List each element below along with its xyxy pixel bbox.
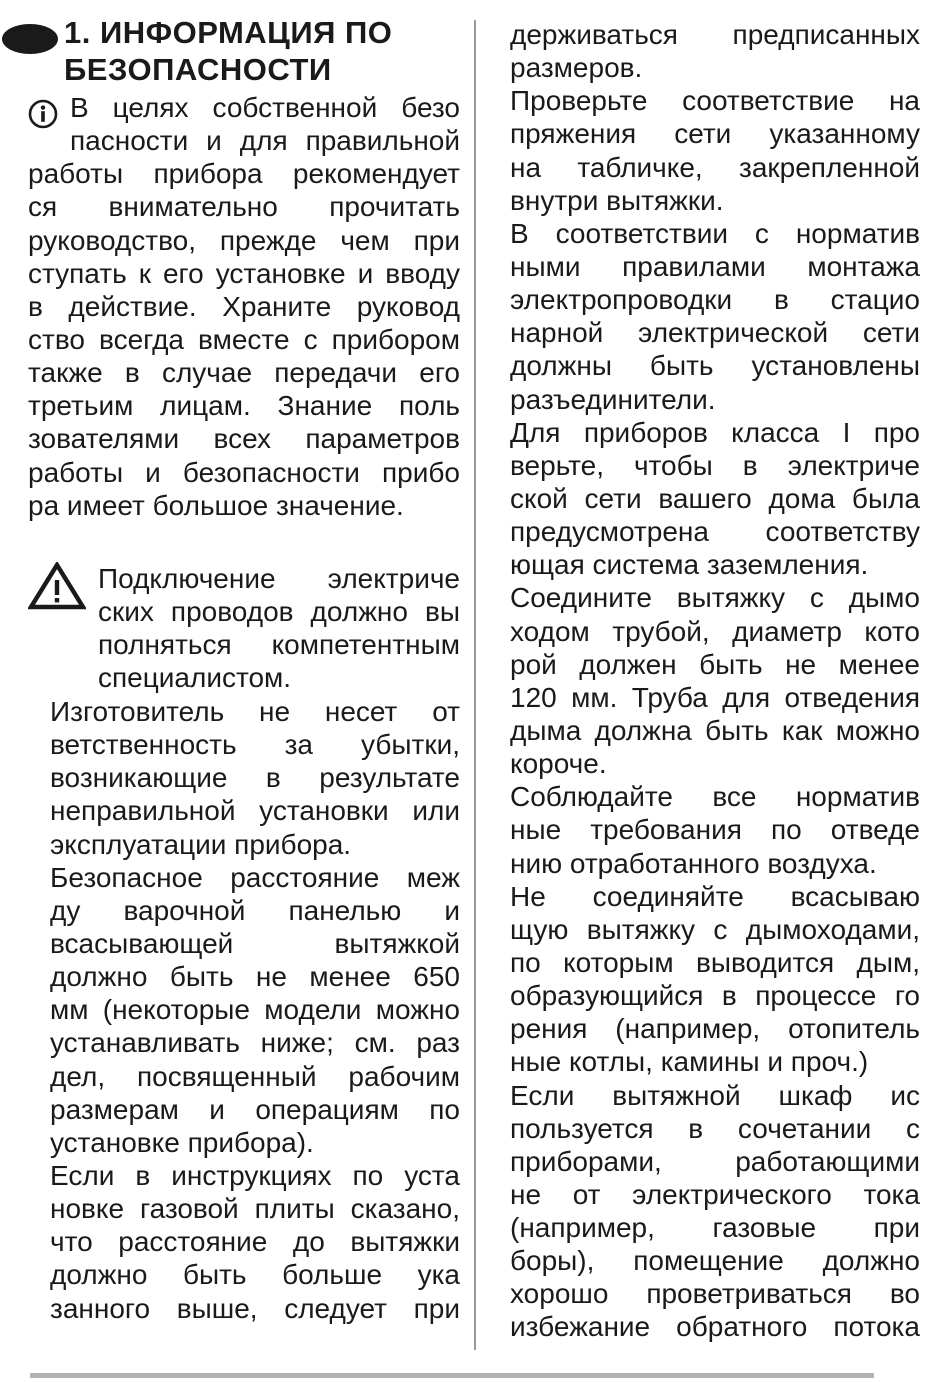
text-line: ра имеет большое значение. <box>28 489 404 521</box>
text-line: Подключение электриче <box>98 563 460 594</box>
text-line: В целях собственной безо <box>70 92 460 123</box>
text-line: 120 мм. Труба для отведения <box>510 681 920 713</box>
text-line: ными правилами монтажа <box>510 250 920 282</box>
text-line: размерам и операциям по <box>50 1093 460 1125</box>
text-line: должно быть больше ука <box>50 1259 460 1291</box>
text-line: нию отработанного воздуха. <box>510 847 877 879</box>
text-line: руководство, прежде чем при <box>28 224 460 256</box>
text-line: также в случае передачи его <box>28 357 460 389</box>
text-line: работы и безопасности прибо <box>28 456 460 488</box>
text-line: ской сети вашего дома была <box>510 482 920 514</box>
warning-triangle-icon <box>28 562 86 610</box>
text-line: размеров. <box>510 52 643 84</box>
text-line: (например, газовые при <box>510 1212 920 1244</box>
text-line: верьте, чтобы в электриче <box>510 449 920 481</box>
text-line: полняться компетентным <box>98 629 460 661</box>
section-title-line-2: БЕЗОПАСНОСТИ <box>64 52 332 87</box>
text-line: пасности и для правильной <box>70 125 460 157</box>
text-line: третьим лицам. Знание поль <box>28 390 460 422</box>
text-line: ные требования по отведе <box>510 814 920 846</box>
text-line: внутри вытяжки. <box>510 184 724 216</box>
text-line: электропроводки в стацио <box>510 284 920 316</box>
text-line: Изготовитель не несет от <box>50 696 460 727</box>
text-line: В соответствии с норматив <box>510 217 920 249</box>
text-line: дыма должна быть как можно <box>510 714 920 746</box>
text-line: устанавливать ниже; см. раз <box>50 1027 460 1059</box>
text-line: Проверьте соответствие на <box>510 85 920 117</box>
text-line: на табличке, закрепленной <box>510 151 920 183</box>
text-line: короче. <box>510 748 607 780</box>
text-line: ступать к его установке и вводу <box>28 257 460 289</box>
text-line: ду варочной панелью и <box>50 894 460 926</box>
section-bullet <box>2 24 58 54</box>
text-line: Соедините вытяжку с дымо <box>510 582 920 614</box>
text-line: ство всегда вместе с прибором <box>28 323 460 355</box>
text-line: должны быть установлены <box>510 350 920 382</box>
text-line: всасывающей вытяжкой <box>50 927 460 959</box>
text-line: образующийся в процессе го <box>510 980 920 1012</box>
text-line: разъединители. <box>510 383 716 415</box>
text-line: мм (некоторые модели можно <box>50 994 460 1026</box>
text-line: пряжения сети указанному <box>510 118 920 150</box>
text-line: приборами, работающими <box>510 1145 920 1177</box>
text-line: пользуется в сочетании с <box>510 1112 920 1144</box>
text-line: избежание обратного потока <box>510 1311 920 1343</box>
intro-paragraph <box>28 91 460 522</box>
text-line: дел, посвященный рабочим <box>50 1060 460 1092</box>
section-title-line-1: 1. ИНФОРМАЦИЯ ПО <box>64 15 393 50</box>
text-line: рения (например, отопитель <box>510 1013 920 1045</box>
warning-paragraph <box>98 562 460 695</box>
text-line: эксплуатации прибора. <box>50 828 352 860</box>
text-line: нарной электрической сети <box>510 317 920 349</box>
text-line: работы прибора рекомендует <box>28 158 460 190</box>
text-line: по которым выводится дым, <box>510 946 920 978</box>
text-line: Не соединяйте всасываю <box>510 880 920 912</box>
column-divider <box>474 20 476 1350</box>
text-line: ходом трубой, диаметр кото <box>510 615 920 647</box>
text-line: Если вытяжной шкаф ис <box>510 1079 920 1111</box>
text-line: установке прибора). <box>50 1126 314 1158</box>
text-line: Безопасное расстояние меж <box>50 861 460 893</box>
text-line: возникающие в результате <box>50 762 460 794</box>
text-line: Для приборов класса I про <box>510 416 920 448</box>
text-line: специалистом. <box>98 662 292 694</box>
text-line: хорошо проветриваться во <box>510 1278 920 1310</box>
text-line: должно быть не менее 650 <box>50 961 460 993</box>
text-line: что расстояние до вытяжки <box>50 1226 460 1258</box>
text-line: новке газовой плиты сказано, <box>50 1193 460 1225</box>
text-line: держиваться предписанных <box>510 19 920 50</box>
text-line: ся внимательно прочитать <box>28 191 460 223</box>
text-line: в действие. Храните руковод <box>28 290 460 322</box>
text-line: боры), помещение должно <box>510 1245 920 1277</box>
text-line: зователями всех параметров <box>28 423 460 455</box>
text-line: неправильной установки или <box>50 795 460 827</box>
section-title <box>64 14 392 88</box>
text-line: ских проводов должно вы <box>98 596 460 628</box>
left-column-text <box>50 695 460 1325</box>
text-line: ветственность за убытки, <box>50 729 460 761</box>
text-line: не от электрического тока <box>510 1178 920 1210</box>
text-line: занного выше, следует при <box>50 1292 460 1324</box>
text-line: Если в инструкциях по уста <box>50 1159 460 1191</box>
text-line: рой должен быть не менее <box>510 648 920 680</box>
text-line: Соблюдайте все норматив <box>510 781 920 813</box>
right-column-text <box>510 18 920 1344</box>
text-line: ющая система заземления. <box>510 549 869 581</box>
page-bottom-rule <box>30 1373 874 1378</box>
text-line: предусмотрена соответству <box>510 516 920 548</box>
text-line: ные котлы, камины и проч.) <box>510 1046 869 1078</box>
text-line: щую вытяжку с дымоходами, <box>510 913 920 945</box>
